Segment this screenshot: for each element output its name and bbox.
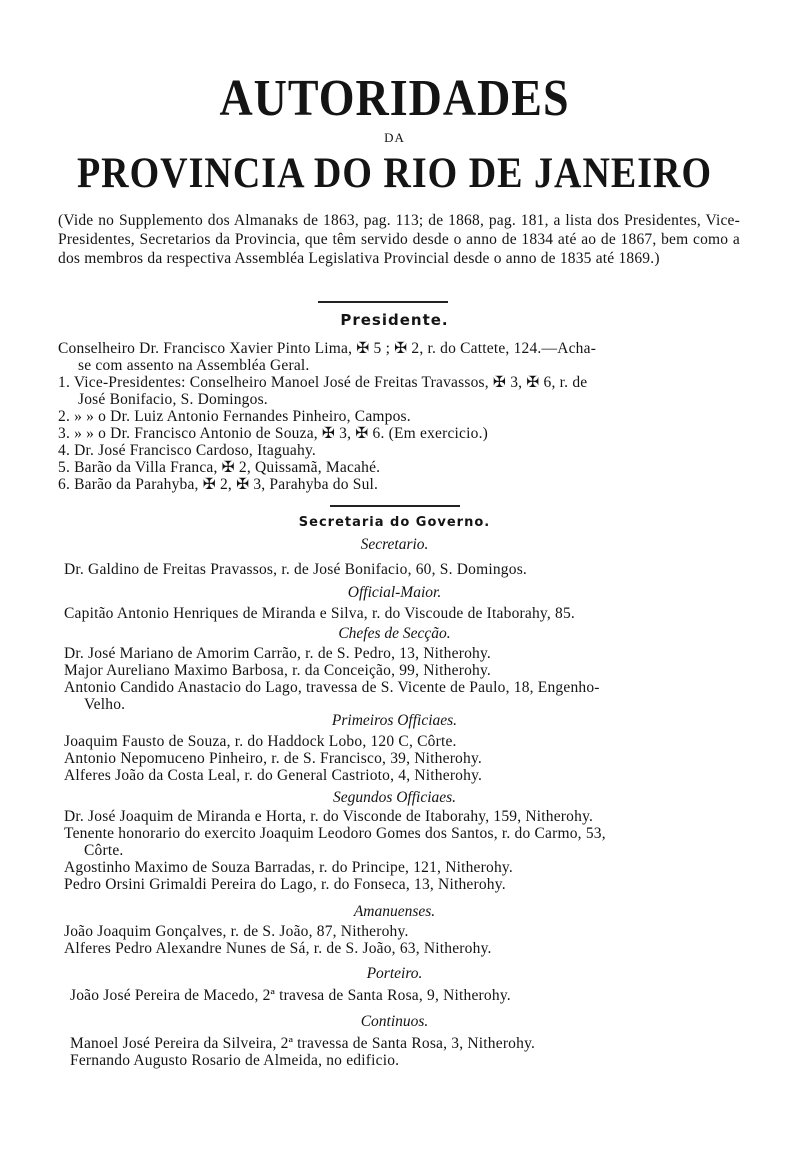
vice-presidente-line: 4. Dr. José Francisco Cardoso, Itaguahy. bbox=[58, 442, 316, 459]
continuo-entry: Manoel José Pereira da Silveira, 2ª travessa de Santa Rosa, 3, Nitherohy. bbox=[70, 1035, 536, 1052]
presidente-line: se com assento na Assembléa Geral. bbox=[78, 357, 310, 374]
vice-presidente-line: 1. Vice-Presidentes: Conselheiro Manoel José de Freitas Travassos, ✠ 3, ✠ 6, r. de bbox=[58, 374, 588, 391]
porteiro-title: Porteiro. bbox=[366, 965, 423, 982]
primeiro-official-entry: Antonio Nepomuceno Pinheiro, r. de S. Francisco, 39, Nitherohy. bbox=[64, 750, 482, 767]
secretario-entry: Dr. Galdino de Freitas Pravassos, r. de José Bonifacio, 60, S. Domingos. bbox=[64, 561, 527, 578]
official-maior-title: Official-Maior. bbox=[347, 584, 442, 601]
section-divider bbox=[318, 301, 448, 303]
chefe-entry: Antonio Candido Anastacio do Lago, travessa de S. Vicente de Paulo, 18, Engenho- bbox=[64, 679, 600, 696]
presidente-heading: Presidente. bbox=[340, 311, 449, 329]
secretario-title: Secretario. bbox=[360, 536, 429, 553]
page-subtitle: PROVINCIA DO RIO DE JANEIRO bbox=[76, 149, 713, 198]
primeiros-officiaes-title: Primeiros Officiaes. bbox=[331, 712, 458, 729]
vice-presidente-line: 6. Barão da Parahyba, ✠ 2, ✠ 3, Parahyba do Sul. bbox=[58, 476, 379, 493]
section-divider bbox=[330, 505, 460, 507]
vice-presidente-line: 5. Barão da Villa Franca, ✠ 2, Quissamã, Macahé. bbox=[58, 459, 381, 476]
segundo-official-entry: Dr. José Joaquim de Miranda e Horta, r. do Visconde de Itaborahy, 159, Nitherohy. bbox=[64, 808, 594, 825]
chefes-title: Chefes de Secção. bbox=[338, 625, 451, 642]
intro-paragraph: (Vide no Supplemento dos Almanaks de 1863, pag. 113; de 1868, pag. 181, a lista dos Presidentes, Vice-Presidentes, Secretarios da Provincia, que têm servido desde o anno de 1834 até ao de 1867, bem como a dos membros da respectiva Assembléa Legislativa Provincial desde o anno de 1835 até 1869.) bbox=[58, 212, 740, 267]
official-maior-entry: Capitão Antonio Henriques de Miranda e Silva, r. do Viscoude de Itaborahy, 85. bbox=[64, 605, 575, 622]
chefe-entry: Dr. José Mariano de Amorim Carrão, r. de S. Pedro, 13, Nitherohy. bbox=[64, 645, 491, 662]
presidente-line: Conselheiro Dr. Francisco Xavier Pinto Lima, ✠ 5 ; ✠ 2, r. do Cattete, 124.—Acha- bbox=[58, 340, 597, 357]
segundo-official-entry: Côrte. bbox=[84, 842, 124, 859]
amanuenses-title: Amanuenses. bbox=[353, 903, 436, 920]
chefe-entry: Velho. bbox=[84, 696, 126, 713]
primeiro-official-entry: Alferes João da Costa Leal, r. do General Castrioto, 4, Nitherohy. bbox=[64, 767, 483, 784]
continuo-entry: Fernando Augusto Rosario de Almeida, no edificio. bbox=[70, 1052, 400, 1069]
vice-presidente-line: 3. » » o Dr. Francisco Antonio de Souza, ✠ 3, ✠ 6. (Em exercicio.) bbox=[58, 425, 489, 442]
amanuense-entry: João Joaquim Gonçalves, r. de S. João, 87, Nitherohy. bbox=[64, 923, 409, 940]
amanuense-entry: Alferes Pedro Alexandre Nunes de Sá, r. de S. João, 63, Nitherohy. bbox=[64, 940, 492, 957]
vice-presidente-line: José Bonifacio, S. Domingos. bbox=[78, 391, 268, 408]
page-title: AUTORIDADES bbox=[219, 69, 570, 127]
segundo-official-entry: Pedro Orsini Grimaldi Pereira do Lago, r. do Fonseca, 13, Nitherohy. bbox=[64, 876, 506, 893]
segundo-official-entry: Tenente honorario do exercito Joaquim Leodoro Gomes dos Santos, r. do Carmo, 53, bbox=[64, 825, 606, 842]
segundo-official-entry: Agostinho Maximo de Souza Barradas, r. do Principe, 121, Nitherohy. bbox=[64, 859, 513, 876]
porteiro-entry: João José Pereira de Macedo, 2ª travesa de Santa Rosa, 9, Nitherohy. bbox=[70, 987, 511, 1004]
chefe-entry: Major Aureliano Maximo Barbosa, r. da Conceição, 99, Nitherohy. bbox=[64, 662, 491, 679]
secretaria-heading: Secretaria do Governo. bbox=[298, 515, 491, 530]
vice-presidente-line: 2. » » o Dr. Luiz Antonio Fernandes Pinheiro, Campos. bbox=[58, 408, 411, 425]
segundos-officiaes-title: Segundos Officiaes. bbox=[332, 789, 457, 806]
continuos-title: Continuos. bbox=[360, 1013, 429, 1030]
title-connector: DA bbox=[384, 130, 405, 145]
primeiro-official-entry: Joaquim Fausto de Souza, r. do Haddock Lobo, 120 C, Côrte. bbox=[64, 733, 457, 750]
